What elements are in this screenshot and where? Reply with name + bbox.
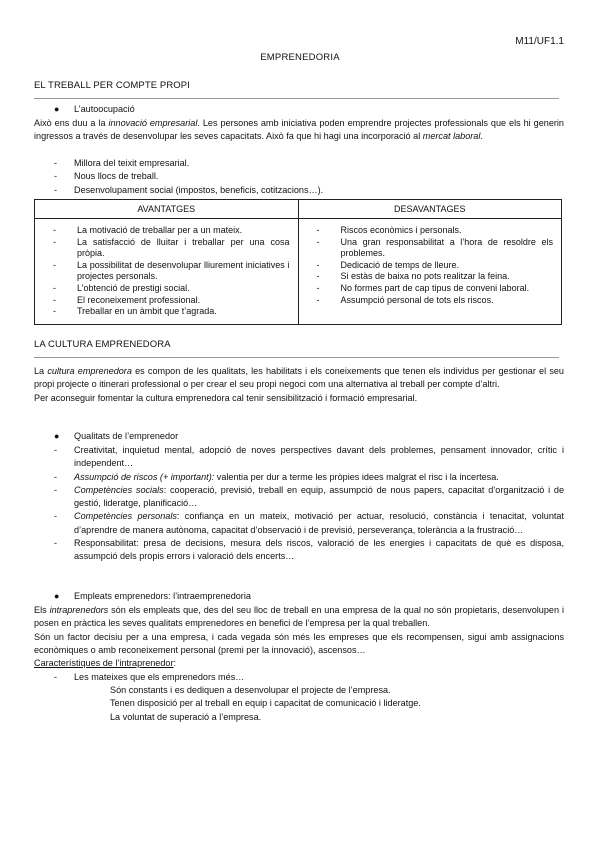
- list-item: - No formes part de cap tipus de conveni laboral.: [316, 282, 530, 293]
- emphasis-text: intraprenedors: [49, 605, 109, 615]
- list-item: - Una gran responsabilitat a l’hora de resoldre els problemes.: [316, 236, 553, 259]
- bullet-heading-label: Empleats emprenedors: l’intraemprenedoria: [74, 591, 251, 601]
- module-code: M11/UF1.1: [515, 36, 564, 47]
- list-item: La voluntat de superació a l’empresa.: [110, 711, 262, 722]
- characteristics-label: Característiques de l’intraprenedor:: [34, 658, 177, 669]
- bullet-heading-qualities: [54, 431, 178, 441]
- list-item: - Millora del teixit empresarial.: [54, 158, 190, 168]
- characteristics-sublist: [110, 684, 421, 724]
- paragraph-rewards: Són un factor decisiu per a una empresa, i cada vegada són més les empreses que els recompensen, sigui amb assignacions econòmiques o amb reconeixement personal (premi per la innovació), ascensos…: [34, 631, 564, 655]
- list-item: - Desenvolupament social (impostos, beneficis, cotitzacions…).: [54, 184, 324, 195]
- bullet-dot-icon: ●: [54, 431, 60, 441]
- section-divider: [34, 98, 559, 99]
- list-item: - Assumpció de riscos (+ important): valentia per dur a terme les pròpies idees malgrat el risc i la incertesa.: [54, 471, 499, 482]
- disadvantages-header: DESAVANTAGES: [298, 200, 562, 219]
- bullet-heading-self-employment: [54, 104, 135, 114]
- bullet-heading-intrapreneurs: [54, 591, 251, 601]
- emphasis-text: innovació empresarial: [108, 118, 198, 128]
- list-item: - La possibilitat de desenvolupar lliurement iniciatives i projectes personals.: [53, 259, 290, 282]
- paragraph-culture: La cultura emprenedora es compon de les qualitats, les habilitats i els coneixements que tenen els individus per gestionar el seu propi projecte o itinerari professional o per crear el seu propi negoci com una alternativa al treball per compte d’altri. Per aconseguir fomentar la cultura emprenedora cal tenir sensibilització i formació empresarial.: [34, 365, 564, 405]
- benefits-list: [54, 157, 564, 197]
- section-divider: [34, 357, 559, 358]
- list-item: - Riscos econòmics i personals.: [316, 225, 462, 235]
- emphasis-text: mercat laboral: [422, 131, 481, 142]
- paragraph-innovation: Això ens duu a la innovació empresarial. Les persones amb iniciativa poden emprendre projectes professionals que els hi generin ingressos a través de desenvolupar les seves capacitats. Això fa que hi hagi una incorporació al mercat laboral.: [34, 118, 564, 142]
- list-item: - Nous llocs de treball.: [54, 171, 159, 182]
- list-item: - L’obtenció de prestigi social.: [53, 282, 190, 293]
- advantages-table: [34, 199, 562, 325]
- section-heading-entrepreneurial-culture: LA CULTURA EMPRENEDORA: [34, 339, 171, 350]
- list-item: - Treballar en un àmbit que t’agrada.: [53, 306, 217, 317]
- list-item: - Si estàs de baixa no pots realitzar la feina.: [316, 271, 510, 282]
- bullet-heading-label: L’autoocupació: [74, 104, 135, 114]
- disadvantages-cell: [298, 219, 562, 325]
- list-item: - Creativitat, inquietud mental, adopció de noves perspectives davant dels problemes, pensament innovador, crític i independent…: [54, 445, 564, 469]
- list-item: Tenen disposició per al treball en equip i capacitat de comunicació i lideratge.: [110, 698, 421, 709]
- advantages-cell: [35, 219, 299, 325]
- characteristics-list: [54, 671, 564, 684]
- bullet-dot-icon: ●: [54, 591, 60, 601]
- qualities-list: [54, 444, 564, 564]
- list-item: - Les mateixes que els emprenedors més…: [54, 672, 245, 682]
- list-item: - La motivació de treballar per a un mateix.: [53, 225, 243, 235]
- list-item: - Assumpció personal de tots els riscos.: [316, 294, 494, 305]
- list-item: Són constants i es dediquen a desenvolupar el projecte de l’empresa.: [110, 685, 391, 695]
- bullet-heading-label: Qualitats de l’emprenedor: [74, 431, 179, 441]
- list-item: - Competències socials: cooperació, previsió, treball en equip, assumpció de nous papers, capacitat d’organització i de gestió, lideratge, planificació…: [54, 484, 565, 509]
- list-item: - La satisfacció de lluitar i treballar per una cosa pròpia.: [53, 236, 290, 259]
- bullet-dot-icon: ●: [54, 104, 60, 114]
- list-item: - Competències personals: confiança en un mateix, motivació per actuar, resolució, constància i tenacitat, voluntat d’aprendre de manera autònoma, capacitat d’observació i de previsió, perseverança, tolerància a la frustració…: [54, 511, 564, 535]
- paragraph-training: Per aconseguir fomentar la cultura emprenedora cal tenir sensibilització i formació empresarial.: [34, 392, 418, 403]
- document-title: EMPRENEDORIA: [260, 52, 340, 63]
- paragraph-intrapreneurs: Els intraprenedors són els empleats que, des del seu lloc de treball en una empresa de la qual no són propietaris, desenvolupen i posen en pràctica les seves qualitats emprenedores en benefici de l’empresa per la qual treballen. Són un factor decisiu per a una empresa, i cada vegada són més les empreses que els recompensen, sigui amb assignacions econòmiques o amb reconeixement personal (premi per la innovació), ascensos… Característiques de l’intraprenedor:: [34, 604, 564, 670]
- list-item: - Responsabilitat: presa de decisions, mesura dels riscos, valoració de les energies i capacitats de què es disposa, assumpció dels propis errors i valoració dels encerts…: [54, 538, 564, 562]
- advantages-header: AVANTATGES: [35, 200, 299, 219]
- list-item: - Dedicació de temps de lleure.: [316, 259, 460, 270]
- emphasis-text: cultura emprenedora: [47, 366, 132, 376]
- section-heading-self-employment: EL TREBALL PER COMPTE PROPI: [34, 80, 190, 91]
- list-item: - El reconeixement professional.: [53, 294, 201, 305]
